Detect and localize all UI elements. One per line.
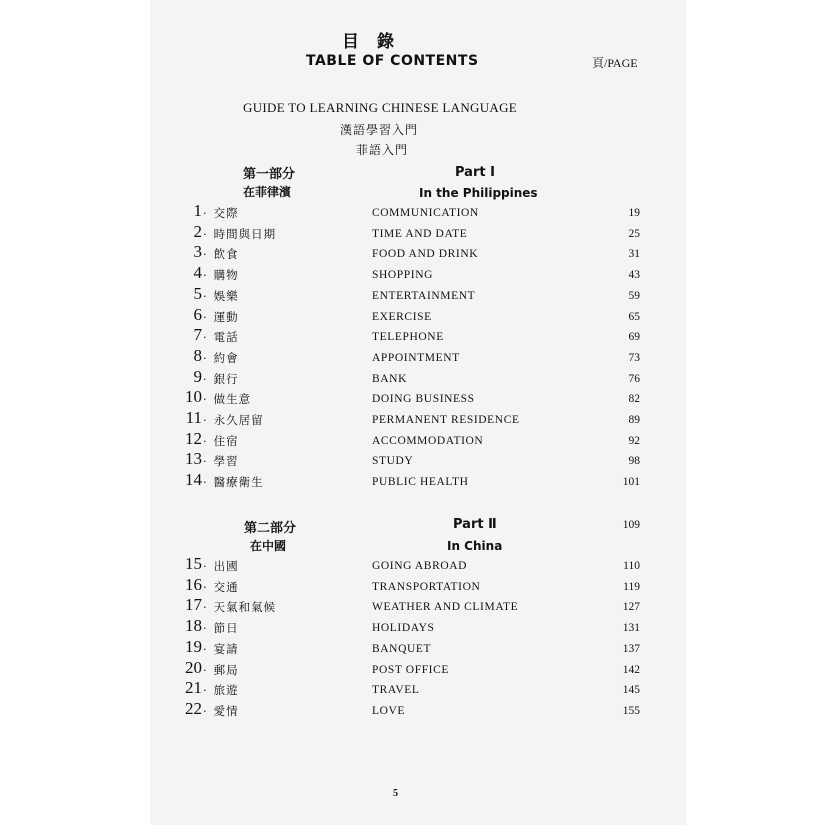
chapter-title-cn (203, 288, 239, 304)
chapter-number: 4 (193, 263, 202, 283)
part1-location-en: In the Philippines (419, 186, 538, 200)
chapter-title-cn-text: 購物 (213, 268, 239, 283)
chapter-title-cn-text: 銀行 (213, 371, 239, 386)
separator-dot: · (203, 288, 208, 303)
separator-dot: · (203, 268, 208, 283)
chapter-title-en[interactable]: FOOD AND DRINK (372, 248, 479, 261)
chapter-title-cn (203, 453, 239, 469)
chapter-page: 101 (622, 476, 640, 489)
chapter-title-cn-text: 天氣和氣候 (213, 600, 277, 615)
chapter-page: 76 (628, 372, 640, 385)
separator-dot: · (203, 683, 208, 698)
chapter-page: 82 (628, 393, 640, 406)
title-english: TABLE OF CONTENTS (306, 53, 479, 69)
separator-dot: · (203, 206, 208, 220)
chapter-title-cn (203, 620, 239, 636)
chapter-number: 15 (185, 554, 202, 573)
guide-title: GUIDE TO LEARNING CHINESE LANGUAGE (243, 100, 518, 115)
chapter-page: 43 (628, 269, 640, 282)
page-column-label: 頁/PAGE (592, 56, 638, 70)
chapter-title-en[interactable]: BANK (372, 372, 407, 385)
chapter-title-en[interactable]: TRANSPORTATION (372, 580, 481, 593)
chapter-page: 73 (628, 351, 640, 364)
chapter-page: 145 (622, 684, 640, 697)
chapter-title-cn (203, 474, 264, 490)
chapter-title-en[interactable]: BANQUET (372, 642, 432, 655)
chapter-page: 142 (622, 663, 640, 676)
chapter-page: 65 (628, 310, 640, 323)
chapter-page: 31 (628, 248, 640, 261)
separator-dot: · (203, 433, 208, 448)
chapter-title-cn-text: 永久居留 (213, 413, 264, 427)
chapter-number: 17 (185, 595, 202, 615)
chapter-number: 19 (185, 636, 202, 656)
chapter-title-cn (203, 599, 276, 615)
part2-location-cn: 在中國 (250, 539, 287, 553)
separator-dot: · (203, 559, 208, 573)
chapter-page: 98 (628, 455, 640, 468)
chapter-title-en[interactable]: PERMANENT RESIDENCE (372, 414, 520, 426)
chapter-title-en[interactable]: COMMUNICATION (372, 207, 479, 219)
chapter-number: 11 (185, 408, 202, 427)
chapter-title-cn (203, 641, 239, 657)
chapter-title-en[interactable]: DOING BUSINESS (372, 393, 475, 406)
chapter-page: 92 (628, 434, 640, 447)
title-chinese: 目錄 (342, 32, 412, 52)
part2-location-en: In China (447, 539, 503, 553)
separator-dot: · (203, 621, 208, 636)
separator-dot: · (203, 600, 208, 615)
chapter-number: 16 (185, 574, 202, 594)
chapter-number: 21 (185, 678, 202, 698)
chapter-number: 12 (185, 428, 202, 448)
chapter-page: 25 (628, 227, 640, 240)
chapter-title-cn-text: 交通 (213, 579, 239, 594)
chapter-title-cn-text: 醫療衛生 (213, 475, 264, 490)
chapter-number: 14 (185, 470, 202, 490)
separator-dot: · (203, 475, 208, 490)
chapter-title-en[interactable]: ENTERTAINMENT (372, 289, 476, 302)
chapter-title-cn-text: 娛樂 (213, 288, 239, 303)
chapter-title-cn (203, 558, 239, 574)
chapter-title-en[interactable]: EXERCISE (372, 310, 432, 323)
chapter-title-en[interactable]: ACCOMMODATION (372, 434, 484, 447)
chapter-number: 3 (193, 242, 202, 262)
chapter-title-cn (203, 433, 239, 449)
chapter-number: 5 (193, 283, 202, 303)
chapter-title-cn (203, 350, 239, 366)
chapter-title-en[interactable]: PUBLIC HEALTH (372, 476, 469, 489)
part2-page: 109 (622, 519, 640, 531)
chapter-title-en[interactable]: HOLIDAYS (372, 622, 435, 635)
part2-label-cn: 第二部分 (244, 521, 297, 536)
separator-dot: · (203, 413, 208, 427)
chapter-title-en[interactable]: GOING ABROAD (372, 560, 468, 572)
chapter-title-cn (203, 246, 239, 262)
chapter-title-cn-text: 節日 (213, 621, 239, 636)
part1-label-cn: 第一部分 (243, 167, 296, 182)
chapter-page: 119 (623, 580, 640, 593)
chapter-title-cn (203, 329, 239, 345)
chapter-title-cn-text: 住宿 (213, 433, 239, 448)
chapter-title-en[interactable]: TELEPHONE (372, 331, 444, 344)
chapter-title-cn (203, 226, 276, 242)
separator-dot: · (203, 350, 208, 365)
separator-dot: · (203, 662, 208, 677)
chapter-page: 19 (628, 207, 640, 219)
chapter-title-en[interactable]: LOVE (372, 704, 406, 717)
chapter-title-cn-text: 交際 (213, 206, 239, 220)
chapter-title-cn (203, 579, 239, 595)
chapter-title-cn (203, 371, 239, 387)
part1-label-en: Part Ⅰ (455, 165, 495, 180)
chapter-number: 8 (193, 345, 202, 365)
chapter-title-en[interactable]: WEATHER AND CLIMATE (372, 601, 519, 614)
separator-dot: · (203, 247, 208, 262)
chapter-title-cn-text: 做生意 (213, 392, 252, 407)
chapter-title-cn-text: 電話 (213, 330, 239, 345)
chapter-title-en[interactable]: TRAVEL (372, 684, 420, 697)
chapter-title-cn-text: 愛情 (213, 703, 239, 718)
chapter-title-en[interactable]: APPOINTMENT (372, 351, 460, 364)
chapter-page: 110 (623, 560, 640, 572)
chapter-number: 6 (193, 304, 202, 324)
chapter-number: 18 (185, 616, 202, 636)
part1-location-cn: 在菲律濱 (243, 185, 292, 199)
chapter-title-cn-text: 出國 (213, 559, 239, 573)
separator-dot: · (203, 330, 208, 345)
chapter-title-en[interactable]: STUDY (372, 455, 414, 468)
separator-dot: · (203, 371, 208, 386)
chapter-title-cn (203, 205, 239, 221)
separator-dot: · (203, 309, 208, 324)
chapter-number: 20 (185, 657, 202, 677)
chapter-page: 89 (628, 414, 640, 426)
chapter-title-cn-text: 時間與日期 (213, 226, 277, 241)
chapter-title-cn (203, 391, 251, 407)
chapter-title-cn-text: 飲食 (213, 247, 239, 262)
chapter-page: 69 (628, 331, 640, 344)
chapter-page: 127 (622, 601, 640, 614)
separator-dot: · (203, 579, 208, 594)
chapter-page: 59 (628, 289, 640, 302)
separator-dot: · (203, 641, 208, 656)
chapter-title-cn-text: 約會 (213, 350, 239, 365)
guide-title-chinese: 漢語學習入門 (340, 123, 419, 137)
chapter-title-cn-text: 學習 (213, 454, 239, 469)
chapter-title-cn (203, 682, 239, 698)
guide-subtitle-chinese: 菲語入門 (356, 143, 409, 157)
chapter-page: 131 (622, 622, 640, 635)
chapter-title-cn (203, 662, 239, 678)
chapter-number: 9 (193, 366, 202, 386)
chapter-title-cn-text: 運動 (213, 309, 239, 324)
chapter-title-cn (203, 267, 239, 283)
chapter-number: 2 (193, 221, 202, 241)
chapter-title-cn-text: 宴請 (213, 641, 239, 656)
page-number: 5 (393, 788, 398, 799)
part2-label-en: Part Ⅱ (453, 517, 497, 532)
chapter-title-cn (203, 703, 239, 719)
chapter-title-cn-text: 旅遊 (213, 683, 239, 698)
chapter-title-cn (203, 412, 264, 428)
chapter-title-cn-text: 郵局 (213, 662, 239, 677)
separator-dot: · (203, 454, 208, 469)
separator-dot: · (203, 392, 208, 407)
separator-dot: · (203, 226, 208, 241)
separator-dot: · (203, 703, 208, 718)
chapter-number: 13 (185, 449, 202, 469)
chapter-title-en[interactable]: SHOPPING (372, 269, 434, 282)
chapter-number: 10 (185, 387, 202, 407)
chapter-title-cn (203, 309, 239, 325)
chapter-number: 22 (185, 698, 202, 718)
chapter-page: 137 (622, 642, 640, 655)
chapter-title-en[interactable]: TIME AND DATE (372, 227, 468, 240)
chapter-title-en[interactable]: POST OFFICE (372, 663, 450, 676)
chapter-number: 1 (193, 201, 202, 220)
chapter-page: 155 (622, 704, 640, 717)
chapter-number: 7 (193, 325, 202, 345)
